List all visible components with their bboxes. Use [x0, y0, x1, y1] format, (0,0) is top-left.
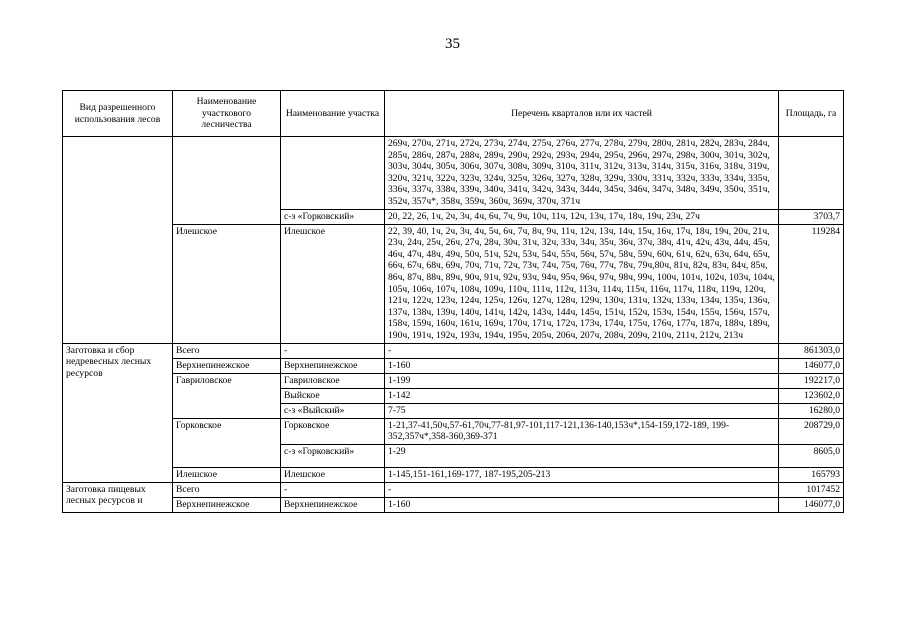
usage-cell: Заготовка и сбор недревесных лесных ресурсов: [63, 343, 173, 482]
area-cell: Гавриловское: [281, 373, 385, 388]
quarters-cell: 1-21,37-41,50ч,57-61,70ч,77-81,97-101,117-121,136-140,153ч*,154-159,172-189, 199-352,357ч*,358-360,369-371: [385, 418, 779, 444]
area-cell: с-з «Горковский»: [281, 209, 385, 224]
area-cell: Верхнепинежское: [281, 358, 385, 373]
quarters-cell: -: [385, 343, 779, 358]
area-cell: Илешское: [281, 467, 385, 482]
forest-usage-table: [62, 90, 844, 513]
area-cell: Выйское: [281, 388, 385, 403]
size-cell: 192217,0: [779, 373, 844, 388]
quarters-cell: 1-145,151-161,169-177, 187-195,205-213: [385, 467, 779, 482]
area-cell: Горковское: [281, 418, 385, 444]
table-row: [63, 467, 844, 482]
district-cell: Верхнепинежское: [173, 497, 281, 512]
size-cell: 3703,7: [779, 209, 844, 224]
header-district: Наименование участкового лесничества: [173, 91, 281, 137]
size-cell: 146077,0: [779, 497, 844, 512]
quarters-cell: 1-160: [385, 497, 779, 512]
table-row: [63, 343, 844, 358]
area-cell: с-з «Выйский»: [281, 403, 385, 418]
size-cell: [779, 137, 844, 210]
size-cell: 208729,0: [779, 418, 844, 444]
usage-cell: [63, 137, 173, 344]
quarters-cell: 1-199: [385, 373, 779, 388]
district-cell: Илешское: [173, 467, 281, 482]
table-row: [63, 482, 844, 497]
header-quarters: Перечень кварталов или их частей: [385, 91, 779, 137]
quarters-cell: 20, 22, 26, 1ч, 2ч, 3ч, 4ч, 6ч, 7ч, 9ч, 10ч, 11ч, 12ч, 13ч, 17ч, 18ч, 19ч, 23ч, 27ч: [385, 209, 779, 224]
usage-cell: Заготовка пищевых лесных ресурсов и: [63, 482, 173, 512]
quarters-cell: 22, 39, 40, 1ч, 2ч, 3ч, 4ч, 5ч, 6ч, 7ч, 8ч, 9ч, 11ч, 12ч, 13ч, 14ч, 15ч, 16ч, 17ч, 18ч, 19ч, 20ч, 21ч, 23ч, 24ч, 25ч, 26ч, 27ч, 28ч, 30ч, 31ч, 32ч, 33ч, 34ч, 35ч, 36ч, 37ч, 38ч, 41ч, 42ч, 43ч, 44ч, 45ч, 46ч, 47ч, 48ч, 49ч, 50ч, 51ч, 52ч, 53ч, 54ч, 55ч, 56ч, 57ч, 58ч, 59ч, 60ч, 61ч, 62ч, 63ч, 64ч, 65ч, 66ч, 67ч, 68ч, 69ч, 70ч, 71ч, 72ч, 73ч, 74ч, 75ч, 76ч, 77ч, 78ч, 79ч,80ч, 81ч, 82ч, 83ч, 84ч, 85ч, 86ч, 87ч, 88ч, 89ч, 90ч, 91ч, 92ч, 93ч, 94ч, 95ч, 96ч, 97ч, 98ч, 99ч, 100ч, 101ч, 102ч, 103ч, 104ч, 105ч, 106ч, 107ч, 108ч, 109ч, 110ч, 111ч, 112ч, 113ч, 114ч, 115ч, 116ч, 117ч, 118ч, 119ч, 120ч, 121ч, 122ч, 123ч, 124ч, 125ч, 126ч, 127ч, 128ч, 129ч, 130ч, 131ч, 132ч, 133ч, 134ч, 135ч, 136ч, 137ч, 138ч, 139ч, 140ч, 141ч, 142ч, 143ч, 144ч, 145ч, 151ч, 152ч, 153ч, 154ч, 155ч, 156ч, 157ч, 158ч, 159ч, 160ч, 161ч, 169ч, 170ч, 171ч, 172ч, 173ч, 174ч, 175ч, 176ч, 177ч, 187ч, 188ч, 189ч, 190ч, 191ч, 192ч, 193ч, 194ч, 195ч, 205ч, 206ч, 207ч, 208ч, 209ч, 210ч, 211ч, 212ч, 213ч: [385, 224, 779, 343]
district-cell: Всего: [173, 482, 281, 497]
table-row: [63, 418, 844, 444]
area-cell: Илешское: [281, 224, 385, 343]
area-cell: -: [281, 343, 385, 358]
district-cell: Всего: [173, 343, 281, 358]
quarters-cell: 1-142: [385, 388, 779, 403]
size-cell: 146077,0: [779, 358, 844, 373]
size-cell: 16280,0: [779, 403, 844, 418]
area-cell: с-з «Горковский»: [281, 444, 385, 467]
size-cell: 861303,0: [779, 343, 844, 358]
header-size: Площадь, га: [779, 91, 844, 137]
quarters-cell: 1-29: [385, 444, 779, 467]
table-row: [63, 358, 844, 373]
table-row: [63, 497, 844, 512]
quarters-cell: 1-160: [385, 358, 779, 373]
district-cell: Верхнепинежское: [173, 358, 281, 373]
area-cell: Верхнепинежское: [281, 497, 385, 512]
district-cell: Гавриловское: [173, 373, 281, 418]
district-cell: Илешское: [173, 224, 281, 343]
header-area: Наименование участка: [281, 91, 385, 137]
size-cell: 8605,0: [779, 444, 844, 467]
quarters-cell: -: [385, 482, 779, 497]
header-usage: Вид разрешенного использования лесов: [63, 91, 173, 137]
size-cell: 119284: [779, 224, 844, 343]
district-cell: [173, 137, 281, 225]
district-cell: Горковское: [173, 418, 281, 467]
quarters-cell: 269ч, 270ч, 271ч, 272ч, 273ч, 274ч, 275ч, 276ч, 277ч, 278ч, 279ч, 280ч, 281ч, 282ч, 283ч, 284ч, 285ч, 286ч, 287ч, 288ч, 289ч, 290ч, 292ч, 293ч, 294ч, 295ч, 296ч, 297ч, 298ч, 300ч, 301ч, 302ч, 303ч, 304ч, 305ч, 306ч, 307ч, 308ч, 309ч, 310ч, 311ч, 312ч, 313ч, 314ч, 315ч, 316ч, 318ч, 319ч, 320ч, 321ч, 322ч, 323ч, 324ч, 325ч, 326ч, 327ч, 328ч, 329ч, 330ч, 331ч, 332ч, 333ч, 334ч, 335ч, 336ч, 337ч, 338ч, 339ч, 340ч, 341ч, 342ч, 343ч, 344ч, 345ч, 346ч, 347ч, 348ч, 349ч, 350ч, 351ч, 352ч, 357ч*, 358ч, 359ч, 360ч, 369ч, 370ч, 371ч: [385, 137, 779, 210]
area-cell: -: [281, 482, 385, 497]
table-header-row: [63, 91, 844, 137]
table-row: [63, 373, 844, 388]
table-row: [63, 224, 844, 343]
size-cell: 165793: [779, 467, 844, 482]
size-cell: 1017452: [779, 482, 844, 497]
size-cell: 123602,0: [779, 388, 844, 403]
table-row: [63, 137, 844, 210]
area-cell: [281, 137, 385, 210]
quarters-cell: 7-75: [385, 403, 779, 418]
page-number: 35: [445, 36, 460, 52]
